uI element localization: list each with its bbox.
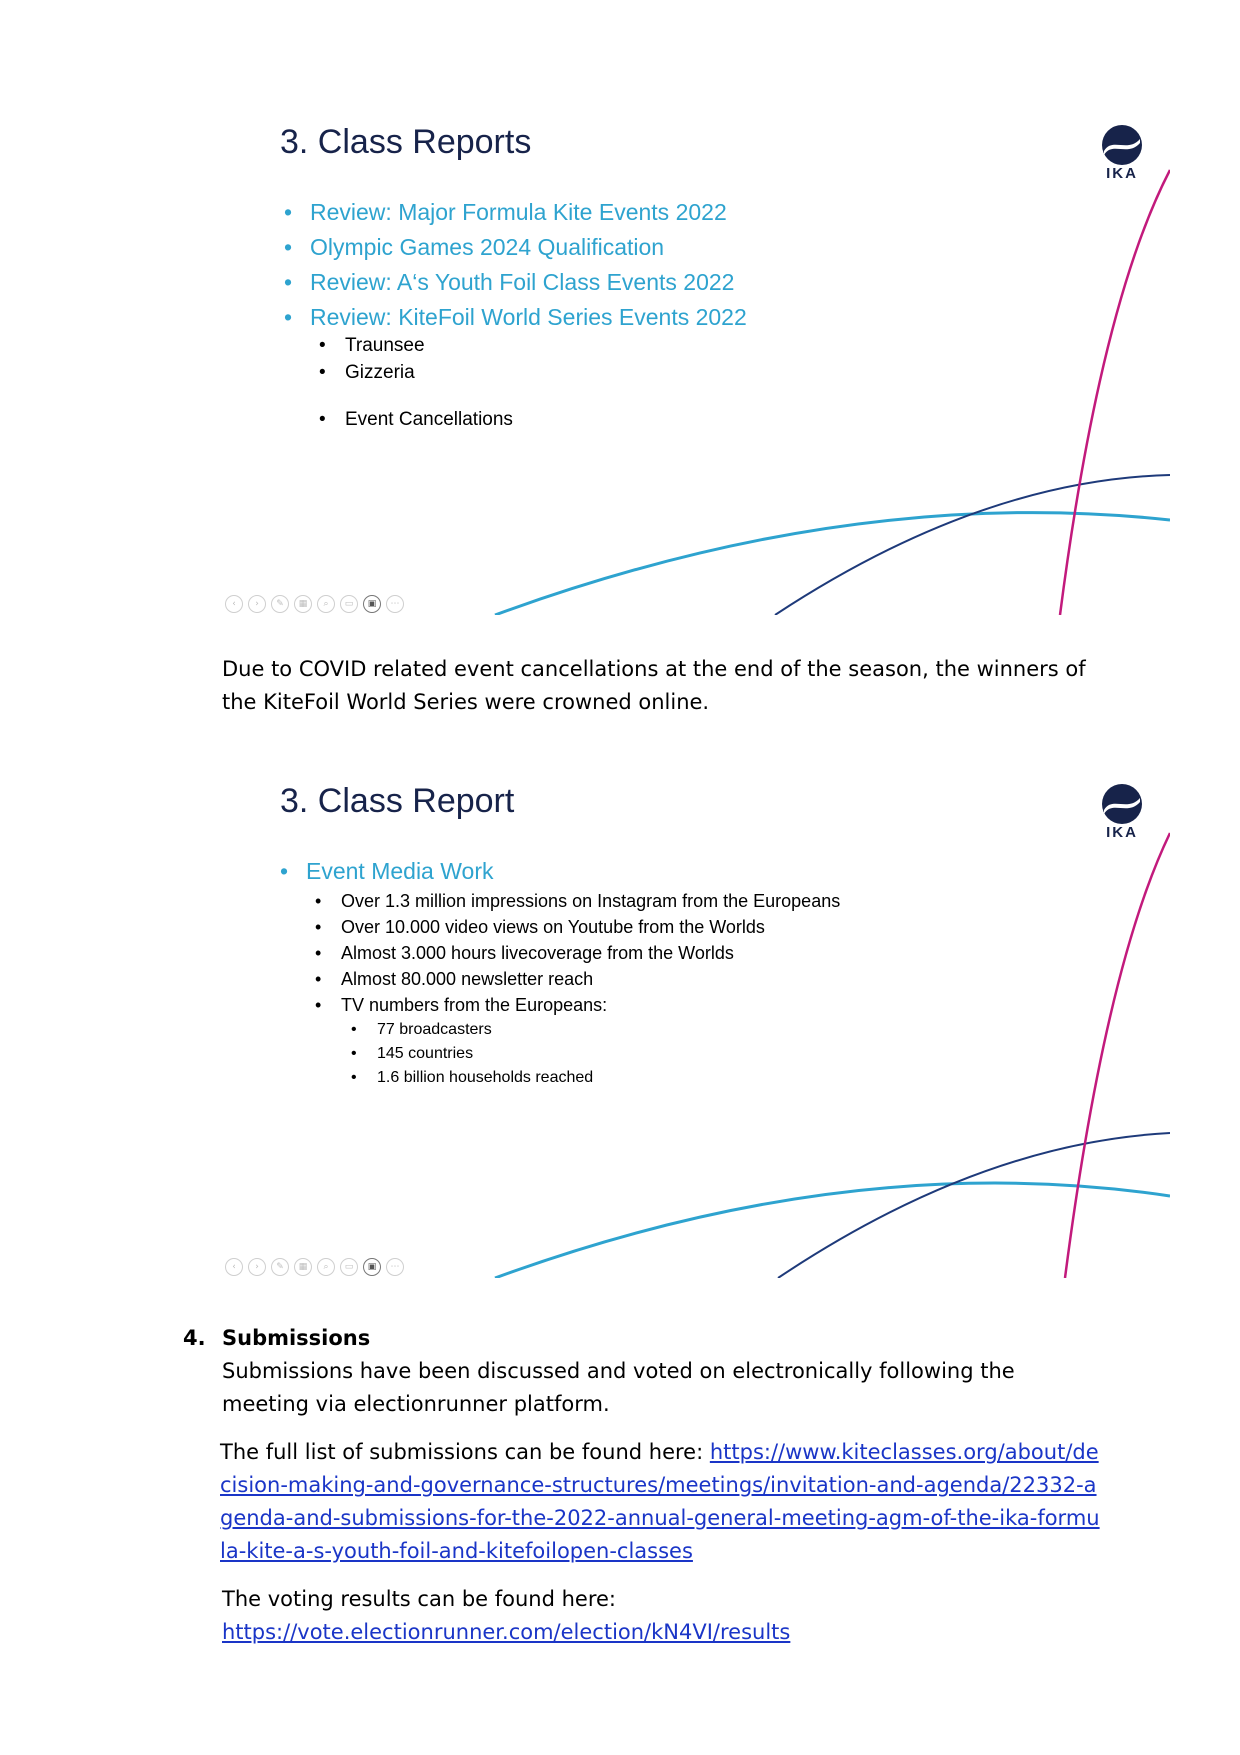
svg-text:IKA: IKA <box>1106 165 1138 182</box>
pen-icon[interactable]: ✎ <box>271 1258 289 1276</box>
slide-controls <box>225 595 404 613</box>
slides-icon[interactable]: ▦ <box>294 1258 312 1276</box>
submissions-list-paragraph <box>220 1436 1100 1568</box>
list-intro-text: The full list of submissions can be found here: <box>220 1440 710 1464</box>
camera-icon[interactable]: ▣ <box>363 1258 381 1276</box>
list-item: • Olympic Games 2024 Qualification <box>310 230 747 265</box>
more-icon[interactable]: ⋯ <box>386 1258 404 1276</box>
section-number: 4. <box>183 1326 206 1350</box>
list-item: • Over 10.000 video views on Youtube from the Worlds <box>341 914 840 940</box>
caption-covid: Due to COVID related event cancellations at the end of the season, the winners of the KiteFoil World Series were crowned online. <box>222 657 1086 714</box>
list-item: • Over 1.3 million impressions on Instagram from the Europeans <box>341 888 840 914</box>
list-item: • Traunsee <box>345 332 513 359</box>
zoom-icon[interactable]: ⌕ <box>317 1258 335 1276</box>
zoom-icon[interactable]: ⌕ <box>317 595 335 613</box>
list-item: • Event Media Work <box>306 856 493 886</box>
slide-class-reports <box>220 105 1170 615</box>
decorative-curves <box>220 105 1170 615</box>
slide-title: 3. Class Reports <box>280 123 532 161</box>
list-item: • Event Cancellations <box>345 406 513 433</box>
voting-intro-text: The voting results can be found here: <box>222 1587 617 1611</box>
voting-paragraph <box>222 1583 1102 1649</box>
voting-results-link[interactable]: https://vote.electionrunner.com/election/kN4VI/results <box>222 1620 791 1644</box>
camera-icon[interactable]: ▣ <box>363 595 381 613</box>
list-item: • Almost 80.000 newsletter reach <box>341 966 840 992</box>
section-heading: Submissions <box>222 1326 371 1350</box>
submissions-link[interactable]: https://www.kiteclasses.org/about/decision-making-and-governance-structures/meetings/invitation-and-agenda/22332-agenda-and-submissions-for-the-2022-annual-general-meeting-agm-of-the-ika-formula-kite-a-s-youth-foil-and-kitefoilopen-classes <box>220 1440 1100 1563</box>
list-item: • Review: KiteFoil World Series Events 2022 <box>310 300 747 335</box>
list-item: • 1.6 billion households reached <box>377 1066 593 1090</box>
section-body: Submissions have been discussed and voted on electronically following the meeting via electionrunner platform. <box>222 1359 1015 1416</box>
slide-class-report <box>220 768 1170 1278</box>
slide-controls <box>225 1258 404 1276</box>
section-submissions <box>183 1322 1083 1421</box>
list-item: • 77 broadcasters <box>377 1018 593 1042</box>
prev-icon[interactable]: ‹ <box>225 595 243 613</box>
list-item: • Review: Major Formula Kite Events 2022 <box>310 195 747 230</box>
slide-title: 3. Class Report <box>280 782 515 820</box>
next-icon[interactable]: › <box>248 1258 266 1276</box>
more-icon[interactable]: ⋯ <box>386 595 404 613</box>
list-item: • 145 countries <box>377 1042 593 1066</box>
pen-icon[interactable]: ✎ <box>271 595 289 613</box>
list-item: • Almost 3.000 hours livecoverage from the Worlds <box>341 940 840 966</box>
list-item: • Gizzeria <box>345 359 513 386</box>
svg-text:IKA: IKA <box>1106 824 1138 841</box>
prev-icon[interactable]: ‹ <box>225 1258 243 1276</box>
list-item: • Review: A‘s Youth Foil Class Events 2022 <box>310 265 747 300</box>
list-item: • TV numbers from the Europeans: <box>341 992 840 1018</box>
next-icon[interactable]: › <box>248 595 266 613</box>
decorative-curves <box>220 768 1170 1278</box>
subtitle-icon[interactable]: ▭ <box>340 595 358 613</box>
slides-icon[interactable]: ▦ <box>294 595 312 613</box>
subtitle-icon[interactable]: ▭ <box>340 1258 358 1276</box>
